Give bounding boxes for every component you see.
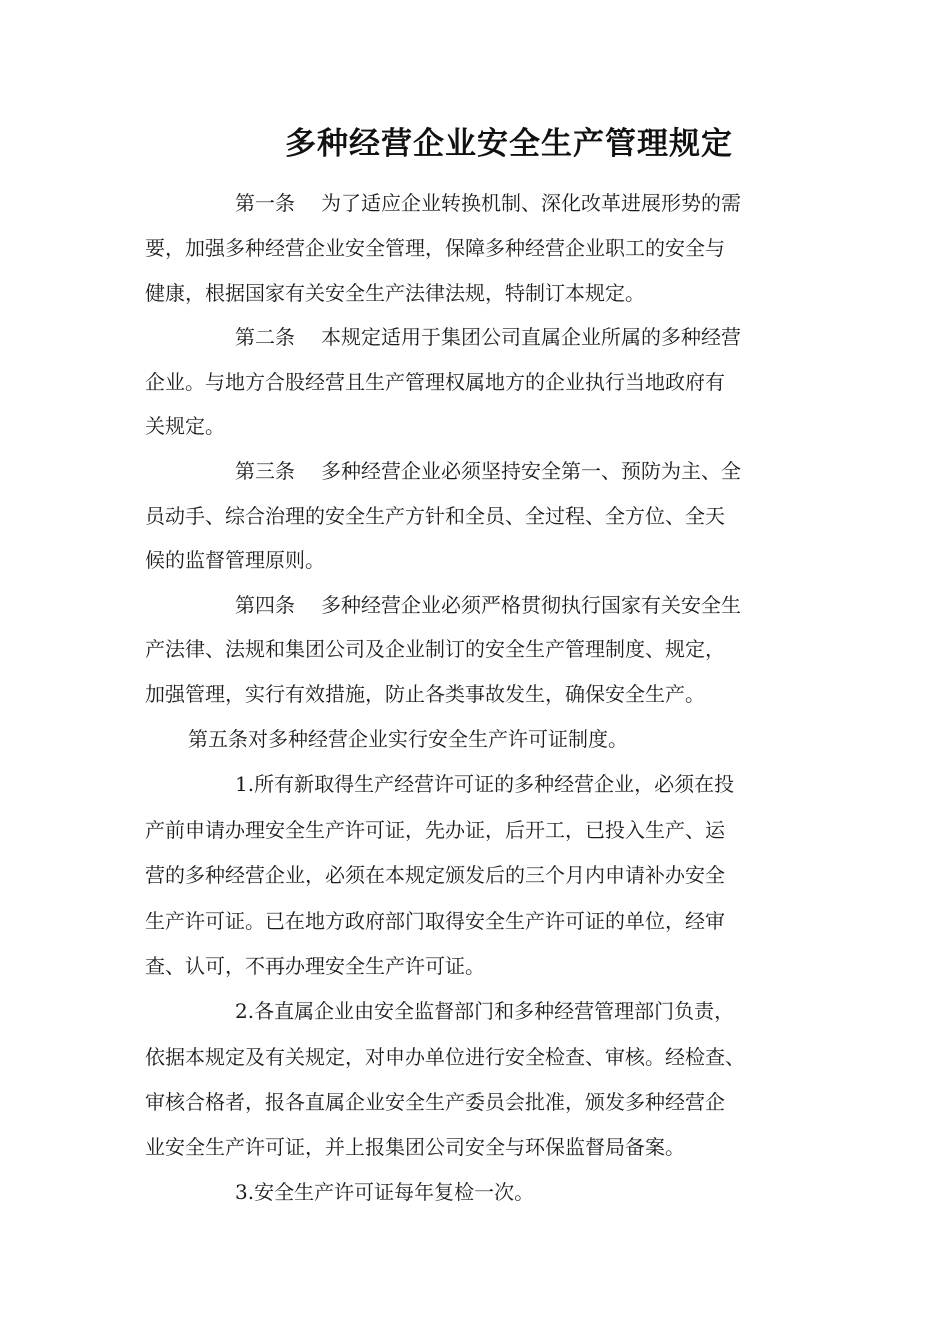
article-3-line-1 (235, 456, 741, 486)
article-2-line-2: 企业。与地方合股经营且生产管理权属地方的企业执行当地政府有 (145, 370, 725, 394)
item-1-line-1: 1.所有新取得生产经营许可证的多种经营企业，必须在投 (235, 772, 735, 796)
article-2-line-1 (235, 322, 741, 352)
article-1-line-1 (235, 188, 741, 218)
article-4-line-3: 加强管理，实行有效措施，防止各类事故发生，确保安全生产。 (145, 682, 705, 706)
item-1-line-4: 生产许可证。已在地方政府部门取得安全生产许可证的单位，经审 (145, 909, 725, 933)
article-number: 第三条 (235, 459, 295, 483)
article-number: 第一条 (235, 191, 295, 215)
article-2-line-3: 关规定。 (145, 414, 225, 438)
article-3-line-3: 候的监督管理原则。 (145, 548, 325, 572)
article-5-heading: 第五条对多种经营企业实行安全生产许可证制度。 (188, 727, 628, 751)
item-1-line-2: 产前申请办理安全生产许可证，先办证，后开工，已投入生产、运 (145, 818, 725, 842)
document-title: 多种经营企业安全生产管理规定 (285, 126, 733, 162)
paragraph-text: 多种经营企业必须坚持安全第一、预防为主、全 (321, 459, 741, 483)
item-2-line-2: 依据本规定及有关规定，对申办单位进行安全检查、审核。经检查、 (145, 1045, 745, 1069)
paragraph-text: 多种经营企业必须严格贯彻执行国家有关安全生 (321, 593, 741, 617)
item-3-line-1: 3.安全生产许可证每年复检一次。 (235, 1180, 535, 1204)
article-4-line-2: 产法律、法规和集团公司及企业制订的安全生产管理制度、规定， (145, 637, 725, 661)
article-number: 第四条 (235, 593, 295, 617)
article-number: 第二条 (235, 325, 295, 349)
item-1-line-3: 营的多种经营企业，必须在本规定颁发后的三个月内申请补办安全 (145, 863, 725, 887)
item-1-line-5: 查、认可，不再办理安全生产许可证。 (145, 954, 485, 978)
paragraph-text: 本规定适用于集团公司直属企业所属的多种经营 (321, 325, 741, 349)
paragraph-text: 为了适应企业转换机制、深化改革进展形势的需 (321, 191, 741, 215)
item-2-line-1: 2.各直属企业由安全监督部门和多种经营管理部门负责， (235, 999, 735, 1023)
item-2-line-3: 审核合格者，报各直属企业安全生产委员会批准，颁发多种经营企 (145, 1090, 725, 1114)
item-2-line-4: 业安全生产许可证，并上报集团公司安全与环保监督局备案。 (145, 1135, 685, 1159)
article-1-line-2: 要，加强多种经营企业安全管理，保障多种经营企业职工的安全与 (145, 236, 725, 260)
article-1-line-3: 健康，根据国家有关安全生产法律法规，特制订本规定。 (145, 281, 645, 305)
article-4-line-1 (235, 590, 741, 620)
article-3-line-2: 员动手、综合治理的安全生产方针和全员、全过程、全方位、全天 (145, 504, 725, 528)
